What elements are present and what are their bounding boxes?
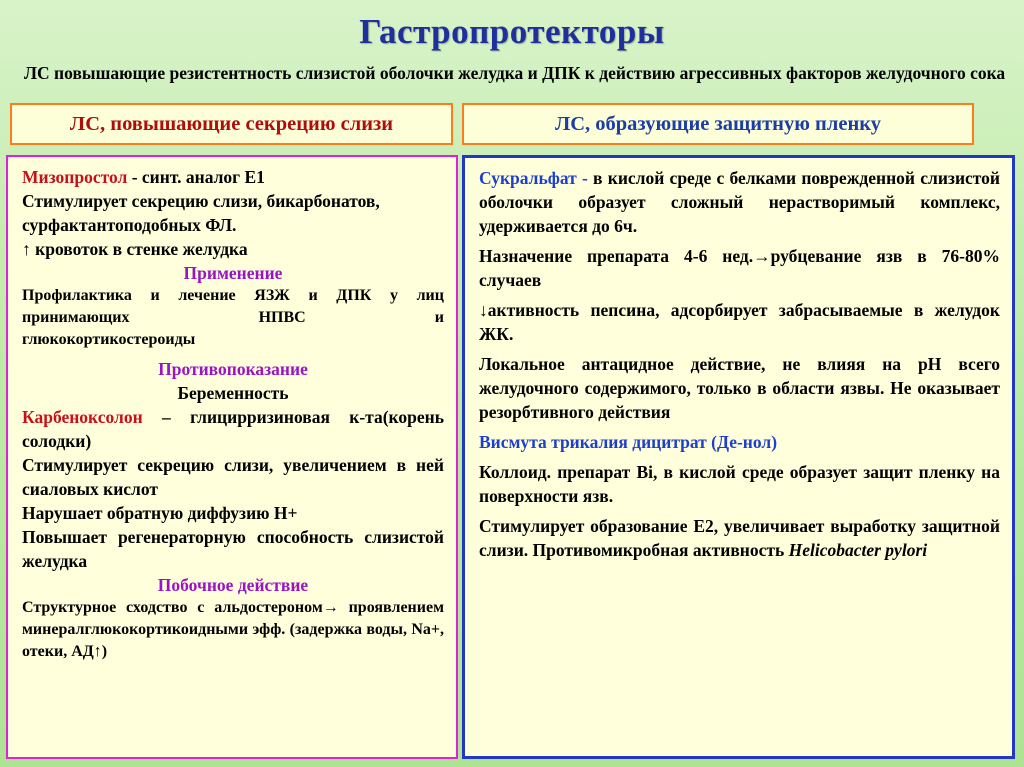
sucralfate-paragraph — [479, 166, 1000, 238]
denol-effect — [479, 514, 1000, 562]
header-mucus-secretion — [10, 103, 453, 145]
sucralfate-desc: в кислой среде с белками поврежденной слизистой оболочки образует сложный нерастворимый комплекс, удерживается до 6ч. — [479, 168, 1000, 236]
application-text-2: глюкокортикостероиды — [22, 331, 196, 348]
misoprostol-name: Мизопростол — [22, 167, 128, 187]
header-left-label: ЛС, повышающие секрецию слизи — [69, 112, 394, 135]
carbenoxolone-effect-3: Повышает регенераторную способность слизистой желудка — [22, 527, 444, 571]
carbenoxolone-desc: – глицирризиновая к-та(корень солодки) — [22, 407, 444, 451]
contraindication-heading: Противопоказание — [158, 359, 308, 379]
application-text: Профилактика и лечение ЯЗЖ и ДПК у лиц принимающих НПВС и — [22, 287, 444, 326]
misoprostol-desc: - синт. аналог Е1 — [127, 167, 265, 187]
sucralfate-pepsin: ↓активность пепсина, адсорбирует забрасываемые в желудок ЖК. — [479, 300, 1000, 344]
misoprostol-effect-1: Стимулирует секрецию слизи, бикарбонатов, сурфактантоподобных ФЛ. — [22, 191, 380, 235]
page-title: Гастропротекторы — [359, 12, 665, 51]
header-protective-film — [462, 103, 974, 145]
carbenoxolone-line — [22, 405, 444, 453]
denol-colloid: Коллоид. препарат Bi, в кислой среде образует защит пленку на поверхности язв. — [479, 462, 1000, 506]
carbenoxolone-name: Карбеноксолон — [22, 407, 143, 427]
helicobacter-name: Helicobacter pylori — [788, 540, 928, 560]
left-column — [6, 155, 458, 759]
right-column — [462, 155, 1015, 759]
header-right-label: ЛС, образующие защитную пленку — [554, 112, 882, 135]
subtitle: ЛС повышающие резистентность слизистой оболочки желудка и ДПК к действию агрессивных факторов желудочного сока — [24, 63, 1006, 83]
sucralfate-antacid: Локальное антацидное действие, не влияя на pH всего желудочного содержимого, только в области язвы. Не оказывает резорбтивного действия — [479, 354, 1000, 422]
misoprostol-line — [22, 165, 444, 189]
misoprostol-effect-2: ↑ кровоток в стенке желудка — [22, 239, 248, 259]
contraindication-text: Беременность — [177, 383, 289, 403]
denol-effect-text: Стимулирует образование Е2, увеличивает выработку защитной слизи. Противомикробная активность — [479, 516, 1000, 560]
application-heading: Применение — [183, 263, 283, 283]
sucralfate-course: Назначение препарата 4-6 нед.→рубцевание язв в 76-80% случаев — [479, 246, 1000, 290]
denol-heading: Висмута трикалия дицитрат (Де-нол) — [479, 432, 778, 452]
side-effect-heading: Побочное действие — [157, 575, 309, 595]
carbenoxolone-effect-1: Стимулирует секрецию слизи, увеличением в ней сиаловых кислот — [22, 455, 444, 499]
side-effect-text: Структурное сходство с альдостероном→ проявлением минералглюкокортикоидными эфф. (задержка воды, Na+, отеки, АД↑) — [22, 599, 444, 660]
sucralfate-name: Сукральфат - — [479, 168, 588, 188]
carbenoxolone-effect-2: Нарушает обратную диффузию Н+ — [22, 503, 298, 523]
